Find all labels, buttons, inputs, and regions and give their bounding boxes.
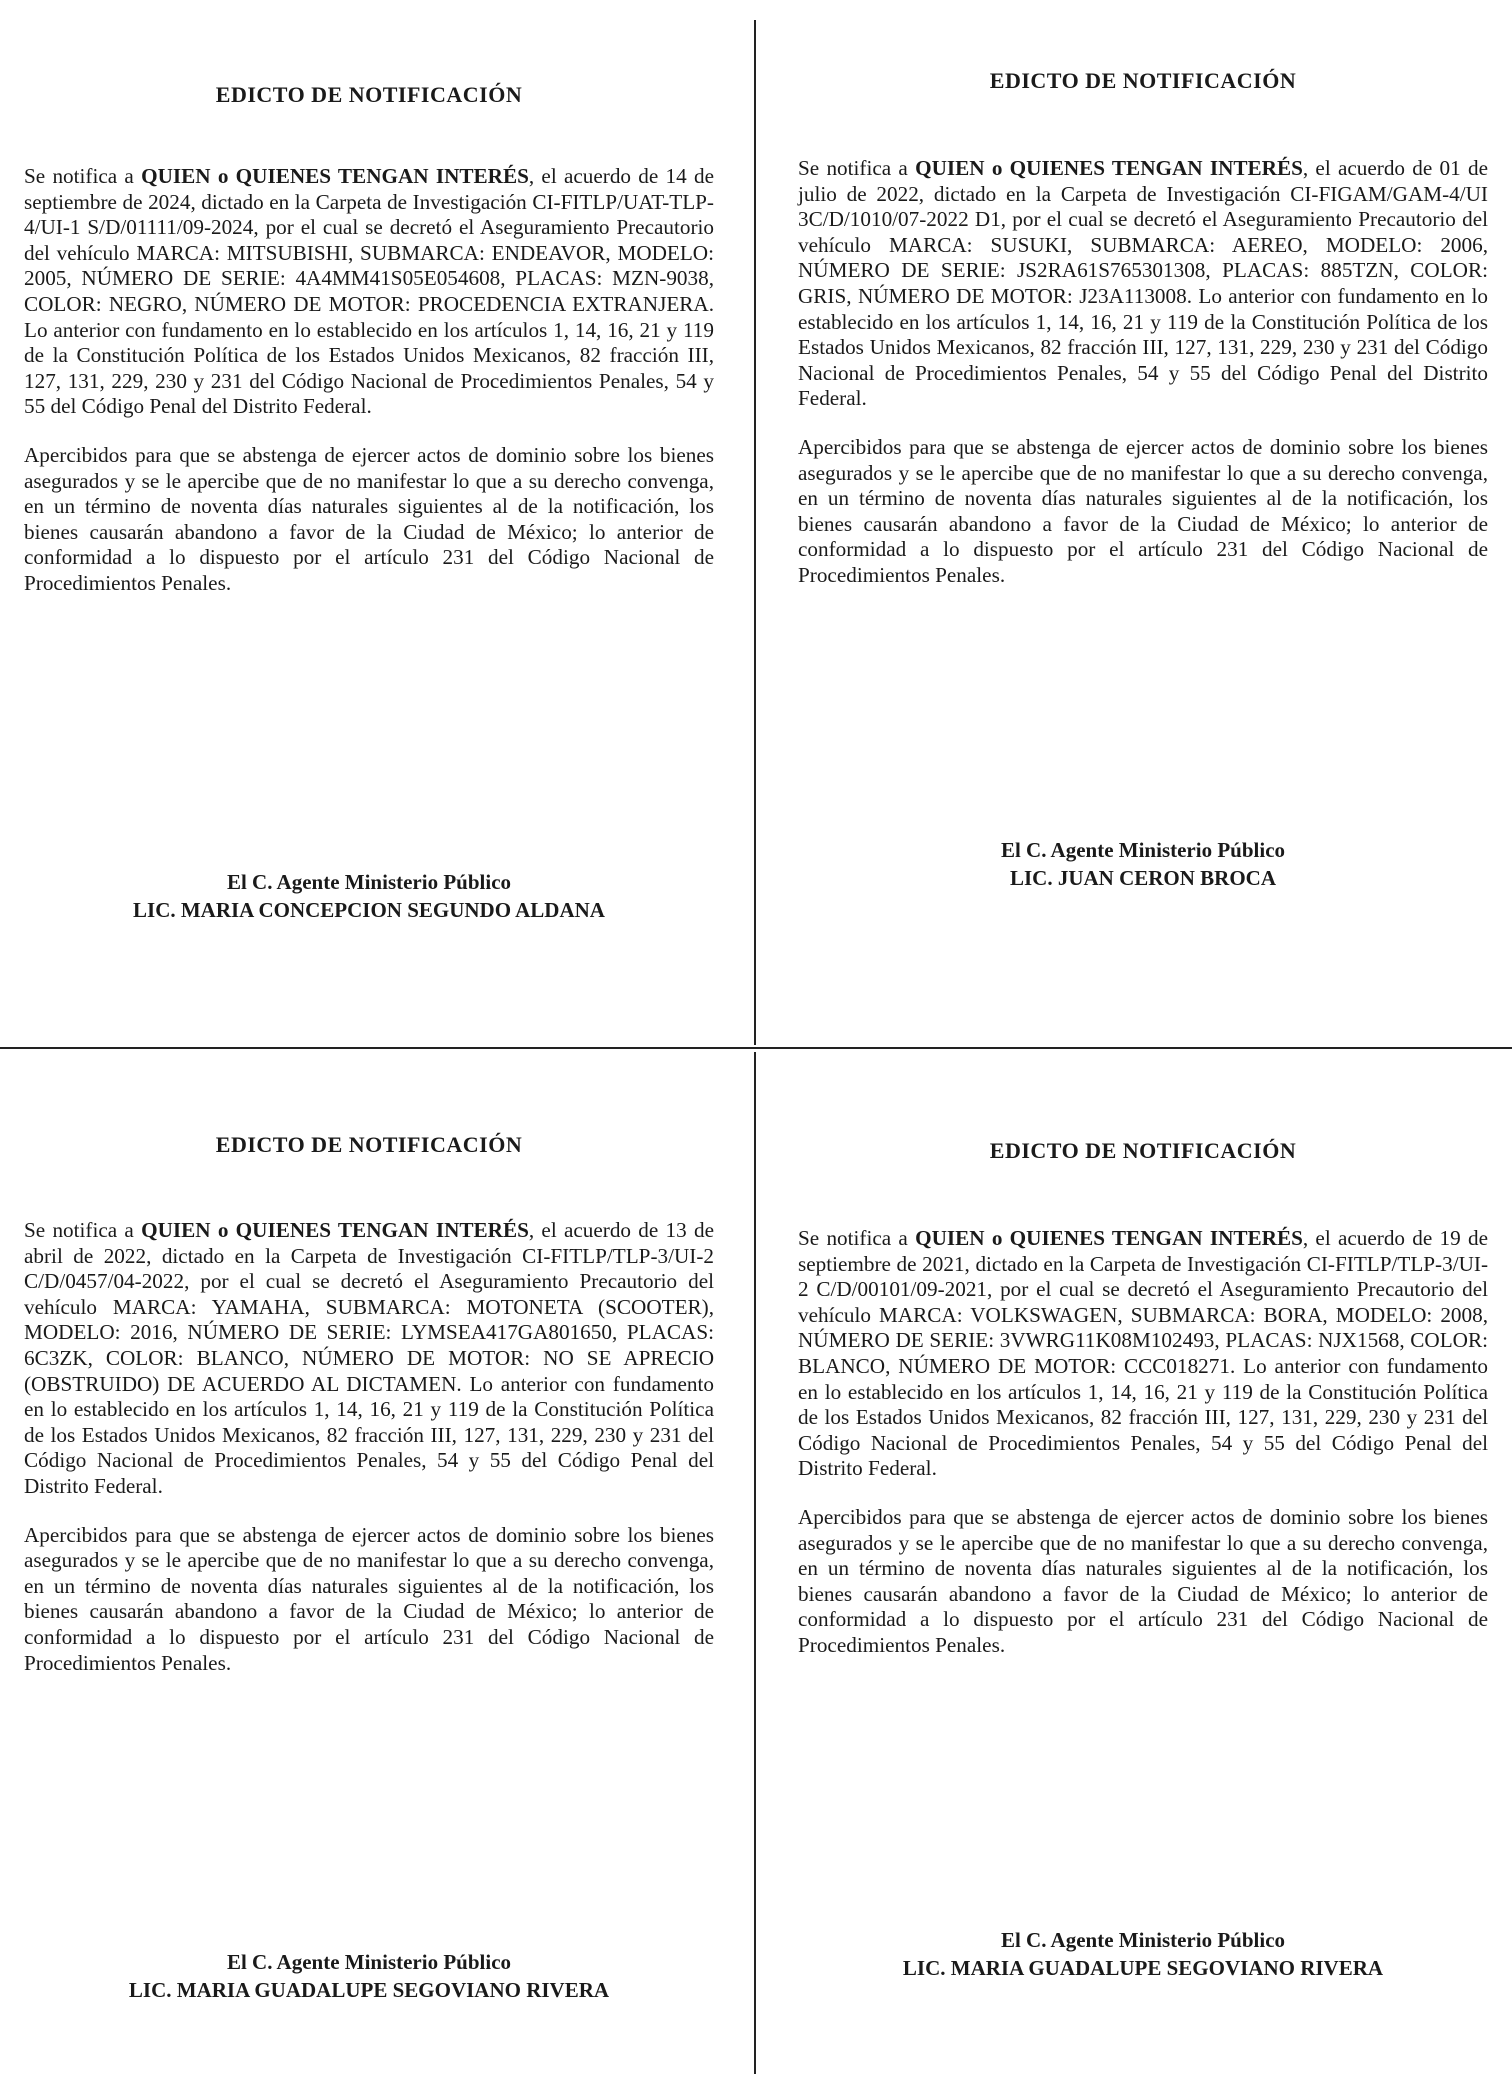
signature-block — [24, 1948, 714, 2004]
warning-paragraph: Apercibidos para que se abstenga de ejercer actos de dominio sobre los bienes asegurados y se le apercibe que de no manifestar lo que a su derecho convenga, en un término de noventa días naturales siguientes al de la notificación, los bienes causarán abandono a favor de la Ciudad de México; lo anterior de conformidad a lo dispuesto por el artículo 231 del Código Nacional de Procedimientos Penales. — [798, 434, 1488, 587]
notice-prefix: Se notifica a — [24, 164, 142, 188]
notice-paragraph — [24, 1218, 714, 1500]
notice-prefix: Se notifica a — [24, 1218, 142, 1242]
signer-name: LIC. MARIA GUADALUPE SEGOVIANO RIVERA — [128, 1978, 610, 2002]
notice-paragraph — [798, 156, 1488, 412]
signer-name: LIC. MARIA GUADALUPE SEGOVIANO RIVERA — [902, 1956, 1384, 1980]
signature-block — [24, 868, 714, 924]
signer-name: LIC. MARIA CONCEPCION SEGUNDO ALDANA — [133, 898, 605, 922]
warning-paragraph: Apercibidos para que se abstenga de ejercer actos de dominio sobre los bienes asegurados y se le apercibe que de no manifestar lo que a su derecho convenga, en un término de noventa días naturales siguientes al de la notificación, los bienes causarán abandono a favor de la Ciudad de México; lo anterior de conformidad a lo dispuesto por el artículo 231 del Código Nacional de Procedimientos Penales. — [798, 1504, 1488, 1657]
signer-role: El C. Agente Ministerio Público — [226, 1950, 512, 1974]
signer-role: El C. Agente Ministerio Público — [1000, 1928, 1286, 1952]
warning-paragraph: Apercibidos para que se abstenga de ejercer actos de dominio sobre los bienes asegurados y se le apercibe que de no manifestar lo que a su derecho convenga, en un término de noventa días naturales siguientes al de la notificación, los bienes causarán abandono a favor de la Ciudad de México; lo anterior de conformidad a lo dispuesto por el artículo 231 del Código Nacional de Procedimientos Penales. — [24, 1522, 714, 1675]
notice-recipient: QUIEN o QUIENES TENGAN INTERÉS — [141, 164, 529, 188]
signature-block — [798, 1926, 1488, 1982]
notice-paragraph — [798, 1226, 1488, 1482]
signature-block — [798, 836, 1488, 892]
notice-prefix: Se notifica a — [798, 1226, 916, 1250]
notice-text: , el acuerdo de 13 de abril de 2022, dictado en la Carpeta de Investigación CI-FITLP/TLP-3/UI-2 C/D/0457/04-2022, por el cual se decretó el Aseguramiento Precautorio del vehículo MARCA: YAMAHA, SUBMARCA: MOTONETA (SCOOTER), MODELO: 2016, NÚMERO DE SERIE: LYMSEA417GA801650, PLACAS: 6C3ZK, COLOR: BLANCO, NÚMERO DE MOTOR: NO SE APRECIO (OBSTRUIDO) DE ACUERDO AL DICTAMEN. Lo anterior con fundamento en lo establecido en los artículos 1, 14, 16, 21 y 119 de la Constitución Política de los Estados Unidos Mexicanos, 82 fracción III, 127, 131, 229, 230 y 231 del Código Nacional de Procedimientos Penales, 54 y 55 del Código Penal del Distrito Federal. — [24, 1218, 714, 1498]
edict-body — [798, 156, 1488, 612]
notice-paragraph — [24, 164, 714, 420]
edict-body — [798, 1226, 1488, 1682]
edict-title: EDICTO DE NOTIFICACIÓN — [215, 1132, 523, 1157]
edict-body — [24, 164, 714, 620]
edict-title: EDICTO DE NOTIFICACIÓN — [989, 1138, 1297, 1163]
edict-title: EDICTO DE NOTIFICACIÓN — [215, 82, 523, 107]
notice-text: , el acuerdo de 14 de septiembre de 2024, dictado en la Carpeta de Investigación CI-FITLP/UAT-TLP-4/UI-1 S/D/01111/09-2024, por el cual se decretó el Aseguramiento Precautorio del vehículo MARCA: MITSUBISHI, SUBMARCA: ENDEAVOR, MODELO: 2005, NÚMERO DE SERIE: 4A4MM41S05E054608, PLACAS: MZN-9038, COLOR: NEGRO, NÚMERO DE MOTOR: PROCEDENCIA EXTRANJERA. Lo anterior con fundamento en lo establecido en los artículos 1, 14, 16, 21 y 119 de la Constitución Política de los Estados Unidos Mexicanos, 82 fracción III, 127, 131, 229, 230 y 231 del Código Nacional de Procedimientos Penales, 54 y 55 del Código Penal del Distrito Federal. — [24, 164, 714, 419]
signer-role: El C. Agente Ministerio Público — [1000, 838, 1286, 862]
signer-role: El C. Agente Ministerio Público — [226, 870, 512, 894]
notice-text: , el acuerdo de 01 de julio de 2022, dictado en la Carpeta de Investigación CI-FIGAM/GAM-4/UI 3C/D/1010/07-2022 D1, por el cual se decretó el Aseguramiento Precautorio del vehículo MARCA: SUSUKI, SUBMARCA: AEREO, MODELO: 2006, NÚMERO DE SERIE: JS2RA61S765301308, PLACAS: 885TZN, COLOR: GRIS, NÚMERO DE MOTOR: J23A113008. Lo anterior con fundamento en lo establecido en los artículos 1, 14, 16, 21 y 119 de la Constitución Política de los Estados Unidos Mexicanos, 82 fracción III, 127, 131, 229, 230 y 231 del Código Nacional de Procedimientos Penales, 54 y 55 del Código Penal del Distrito Federal. — [798, 156, 1488, 411]
notice-recipient: QUIEN o QUIENES TENGAN INTERÉS — [915, 1226, 1303, 1250]
notice-recipient: QUIEN o QUIENES TENGAN INTERÉS — [141, 1218, 529, 1242]
horizontal-divider — [0, 1047, 1512, 1049]
notice-prefix: Se notifica a — [798, 156, 916, 180]
edict-title: EDICTO DE NOTIFICACIÓN — [989, 68, 1297, 93]
edict-body — [24, 1218, 714, 1699]
vertical-divider-top — [754, 20, 756, 1045]
notice-text: , el acuerdo de 19 de septiembre de 2021, dictado en la Carpeta de Investigación CI-FITLP/TLP-3/UI-2 C/D/00101/09-2021, por el cual se decretó el Aseguramiento Precautorio del vehículo MARCA: VOLKSWAGEN, SUBMARCA: BORA, MODELO: 2008, NÚMERO DE SERIE: 3VWRG11K08M102493, PLACAS: NJX1568, COLOR: BLANCO, NÚMERO DE MOTOR: CCC018271. Lo anterior con fundamento en lo establecido en los artículos 1, 14, 16, 21 y 119 de la Constitución Política de los Estados Unidos Mexicanos, 82 fracción III, 127, 131, 229, 230 y 231 del Código Nacional de Procedimientos Penales, 54 y 55 del Código Penal del Distrito Federal. — [798, 1226, 1488, 1481]
notice-recipient: QUIEN o QUIENES TENGAN INTERÉS — [915, 156, 1303, 180]
signer-name: LIC. JUAN CERON BROCA — [1009, 866, 1277, 890]
warning-paragraph: Apercibidos para que se abstenga de ejercer actos de dominio sobre los bienes asegurados y se le apercibe que de no manifestar lo que a su derecho convenga, en un término de noventa días naturales siguientes al de la notificación, los bienes causarán abandono a favor de la Ciudad de México; lo anterior de conformidad a lo dispuesto por el artículo 231 del Código Nacional de Procedimientos Penales. — [24, 442, 714, 595]
vertical-divider-bottom — [754, 1052, 756, 2074]
